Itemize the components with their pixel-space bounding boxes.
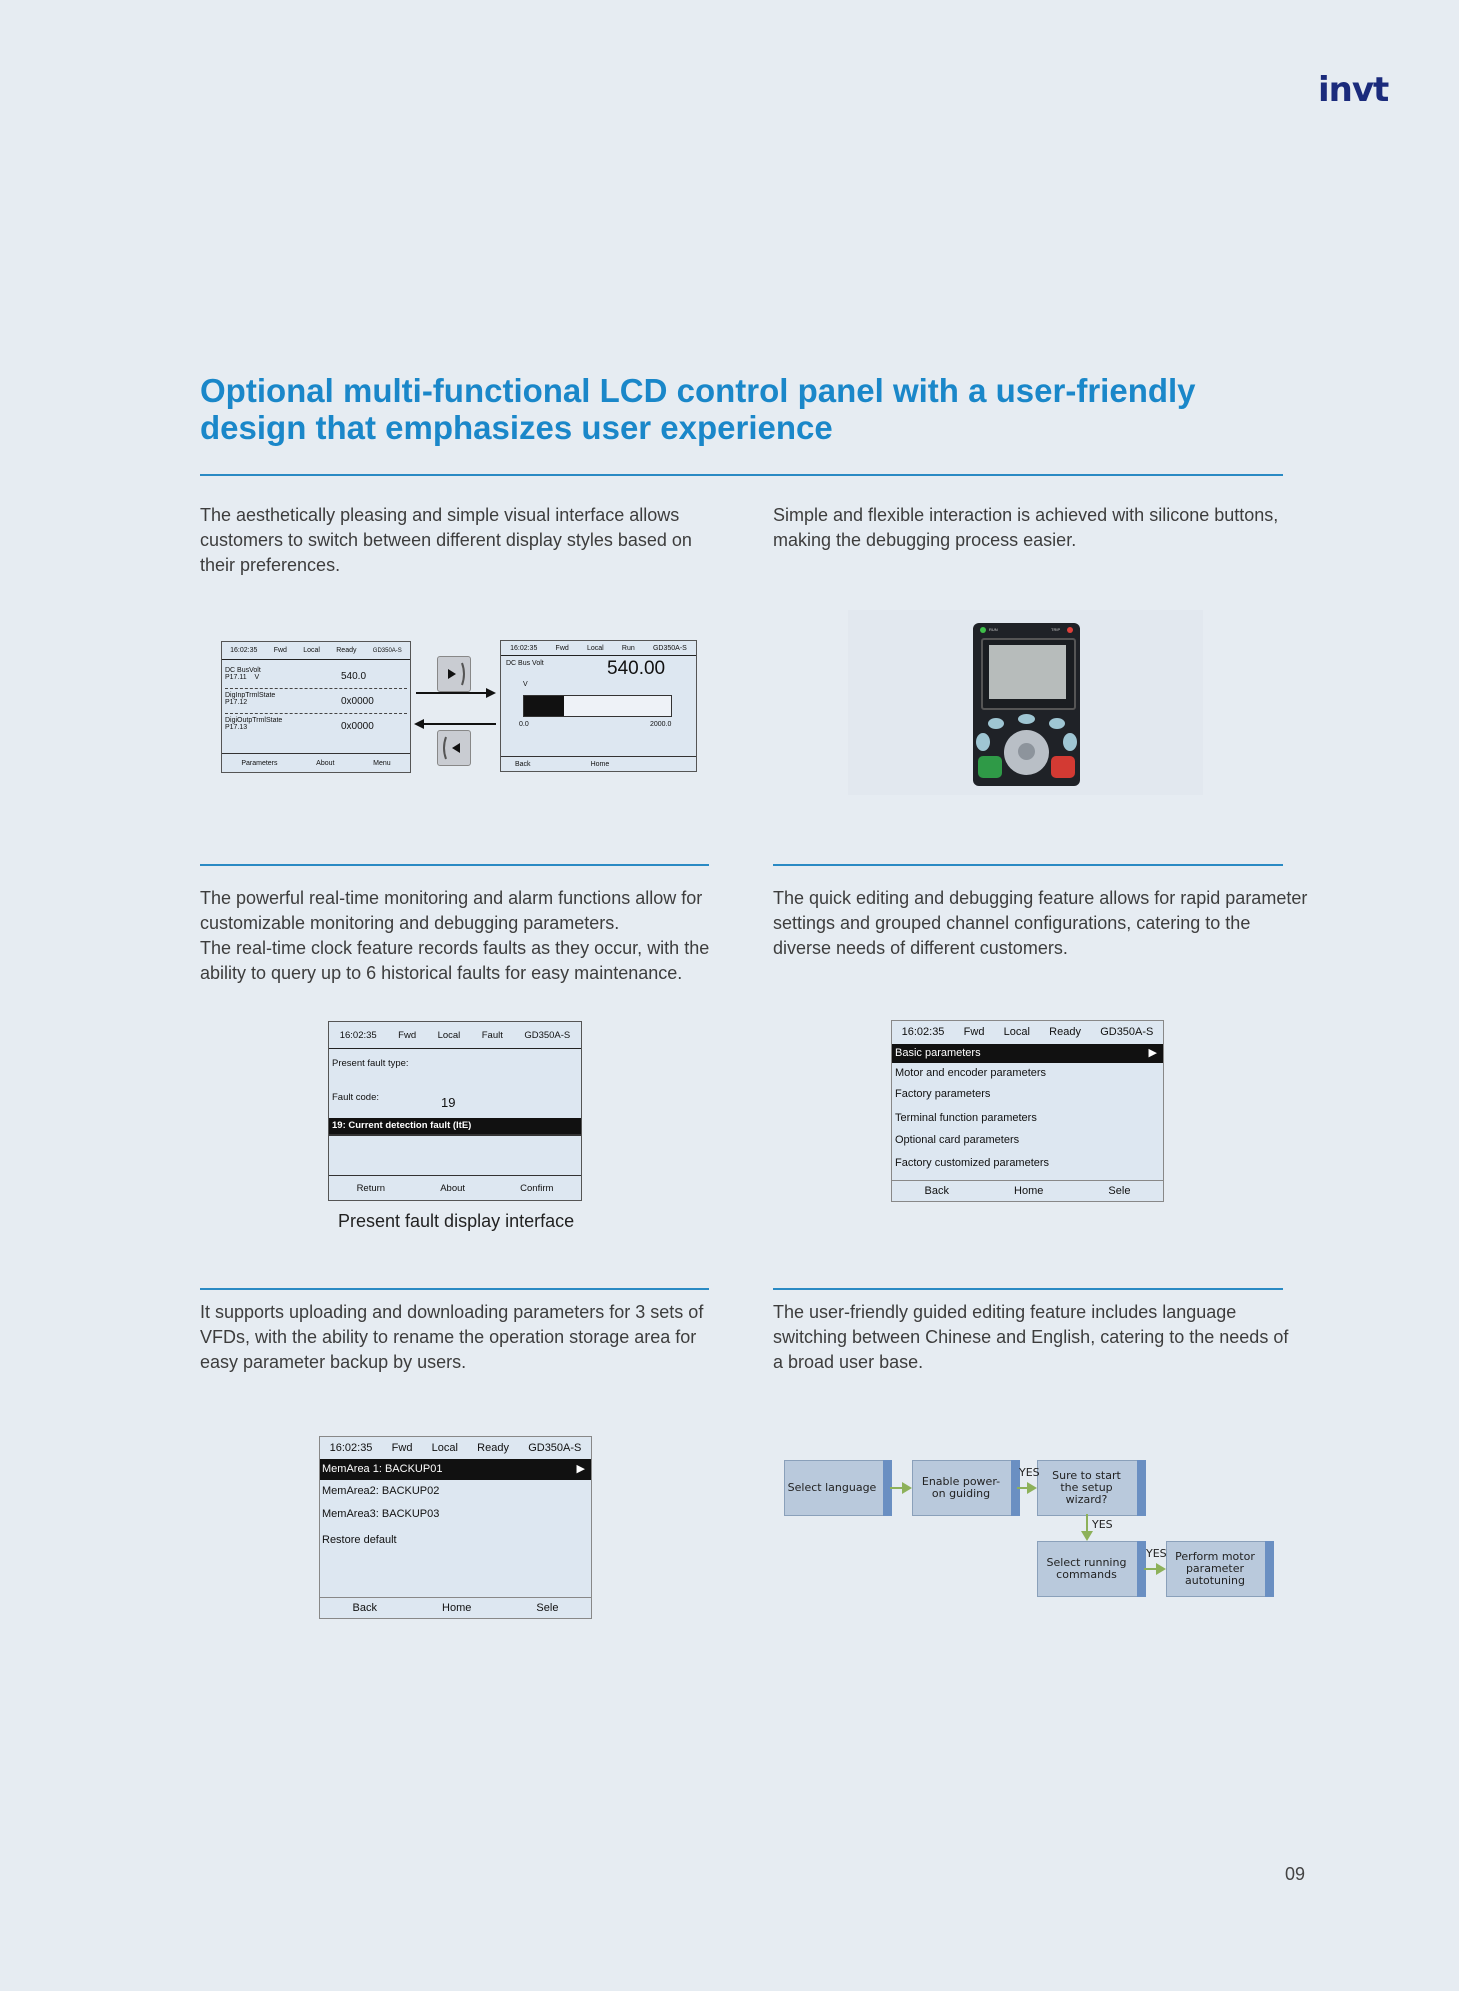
softkey-select[interactable]: Sele [1108,1185,1131,1197]
menu-item-terminal[interactable]: Terminal function parameters [895,1112,1037,1124]
page-number: 09 [1285,1864,1306,1884]
flow-arrow-right-icon [890,1478,914,1498]
display-styles-text: The aesthetically pleasing and simple visual interface allows customers to switch between different display styles based on their preferences. [200,505,692,575]
softkey-menu[interactable]: Menu [373,759,391,767]
keypad-key-center[interactable] [1018,714,1035,724]
param-row: DigInpTrmlState P17.12 0x0000 [225,692,374,707]
gauge-fill [524,696,564,716]
softkey-select[interactable]: Sele [536,1602,559,1614]
section-divider [200,1288,709,1290]
softkey-back[interactable]: Back [352,1602,377,1614]
keypad-key-left[interactable] [988,718,1004,729]
flow-step-select-running: Select running commands [1037,1541,1146,1597]
flow-yes-label: YES [1092,1518,1113,1531]
section-divider [200,864,709,866]
menu-item-factory-customized[interactable]: Factory customized parameters [895,1157,1050,1169]
lcd-screen-gauge: 16:02:35 Fwd Local Run GD350A-S DC Bus Volt 540.00 V 0.0 2000.0 Back Home [500,640,697,772]
softkey-home[interactable]: Home [590,760,610,768]
softkey-home[interactable]: Home [442,1602,472,1614]
header-mode: Local [303,647,320,654]
param-row: DC BusVolt P17.11 V 540.0 [225,667,367,682]
keypad-direction-pad[interactable] [1004,730,1049,775]
menu-item-basic-parameters[interactable]: Basic parameters ▶ [892,1044,1163,1063]
gauge-label: DC Bus Volt [506,660,544,667]
divider [329,1134,581,1136]
flow-yes-label: YES [1146,1547,1167,1560]
fault-code-value: 19 [441,1095,456,1110]
divider [225,713,407,714]
keypad-key-right[interactable] [1049,718,1065,729]
softkey-home[interactable]: Home [1014,1185,1044,1197]
softkey-parameters[interactable]: Parameters [241,759,278,767]
switch-arrows-icon [412,684,498,734]
run-led-icon [980,627,986,633]
lcd-screen-memarea: 16:02:35 Fwd Local Ready GD350A-S MemArea 1: BACKUP01 ▶ MemArea2: BACKUP02 MemArea3: BACKUP03 Restore default Back Home Sele [319,1436,592,1619]
section-divider [773,1288,1283,1290]
fault-code-label: Fault code: [332,1092,379,1103]
keypad-side-key-right[interactable] [1063,733,1077,751]
softkey-confirm[interactable]: Confirm [520,1182,554,1194]
menu-item-factory[interactable]: Factory parameters [895,1088,991,1100]
selected-fault-row[interactable]: 19: Current detection fault (ItE) [329,1118,581,1134]
softkey-back[interactable]: Back [924,1185,949,1197]
header-model: GD350A-S [372,647,402,654]
memarea-item-3[interactable]: MemArea3: BACKUP03 [322,1508,440,1520]
memarea-item-1[interactable]: MemArea 1: BACKUP01 ▶ [320,1459,591,1480]
guided-text: The user-friendly guided editing feature includes language switching between Chinese and English, catering to the needs of a broad user base. [773,1302,1289,1372]
softkey-back[interactable]: Back [515,760,531,768]
play-left-icon [438,731,470,765]
trip-led-icon [1067,627,1073,633]
softkey-about[interactable]: About [440,1182,466,1194]
memarea-item-2[interactable]: MemArea2: BACKUP02 [322,1485,440,1497]
gauge-unit: V [523,681,528,688]
flow-arrow-right-icon [1144,1559,1168,1579]
menu-item-optional-card[interactable]: Optional card parameters [895,1134,1020,1146]
keypad-device: RUN TRIP [973,623,1080,786]
stop-key[interactable] [1051,756,1075,778]
lcd-screen-fault: 16:02:35 Fwd Local Fault GD350A-S Present fault type: Fault code: 19 19: Current detection fault (ItE) Return About Confirm [328,1021,582,1201]
run-key[interactable] [978,756,1002,778]
keypad-screen-bezel [981,638,1076,710]
title-divider [200,474,1283,476]
flow-yes-label: YES [1019,1466,1040,1479]
monitoring-text: The powerful real-time monitoring and alarm functions allow for customizable monitoring and debugging parameters. The real-time clock feature records faults as they occur, with the ability to query up to 6 historical faults for easy maintenance. [200,888,710,983]
page-title: Optional multi-functional LCD control panel with a user-friendly design that emphasizes user experience [200,372,1196,446]
softkey-about[interactable]: About [316,759,335,767]
keypad-lcd [989,645,1066,699]
fault-caption: Present fault display interface [338,1211,575,1231]
gauge-bar [523,695,672,717]
keypad-side-key-left[interactable] [976,733,990,751]
header-time: 16:02:35 [230,647,258,654]
menu-item-motor-encoder[interactable]: Motor and encoder parameters [895,1067,1047,1079]
divider [225,688,407,689]
fault-type-label: Present fault type: [332,1058,409,1069]
section-divider [773,864,1283,866]
param-row: DigiOutpTrmlState P17.13 0x0000 [225,717,374,732]
gauge-max: 2000.0 [650,721,672,728]
flow-arrow-right-icon [1017,1478,1039,1498]
silicone-buttons-text: Simple and flexible interaction is achieved with silicone buttons, making the debugging process easier. [773,505,1279,550]
quick-editing-text: The quick editing and debugging feature allows for rapid parameter settings and grouped channel configurations, catering to the diverse needs of different customers. [773,888,1308,958]
gauge-value: 540.00 [607,658,666,679]
flow-step-autotuning: Perform motor parameter autotuning [1166,1541,1274,1597]
flow-step-enable-guiding: Enable power-on guiding [912,1460,1020,1516]
gauge-min: 0.0 [519,721,529,728]
lcd-screen-menu: 16:02:35 Fwd Local Ready GD350A-S Basic parameters ▶ Motor and encoder parameters Factory parameters Terminal function parameters Optional card parameters Factory customized parameters Back Home Sele [891,1020,1164,1202]
backup-text: It supports uploading and downloading parameters for 3 sets of VFDs, with the ability to rename the operation storage area for easy parameter backup by users. [200,1302,704,1372]
restore-default-item[interactable]: Restore default [322,1534,397,1546]
flow-step-select-language: Select language [784,1460,892,1516]
header-direction: Fwd [273,647,287,654]
header-state: Ready [336,647,357,654]
caret-right-icon: ▶ [576,1463,585,1475]
softkey-return[interactable]: Return [356,1182,386,1194]
keypad-ok-key[interactable] [1018,743,1035,760]
lcd-screen-parameters [221,641,411,773]
left-switch-button[interactable] [437,730,471,766]
invt-logo: invt [1318,70,1389,110]
flow-step-sure-start: Sure to start the setup wizard? [1037,1460,1146,1516]
caret-right-icon: ▶ [1148,1047,1157,1059]
